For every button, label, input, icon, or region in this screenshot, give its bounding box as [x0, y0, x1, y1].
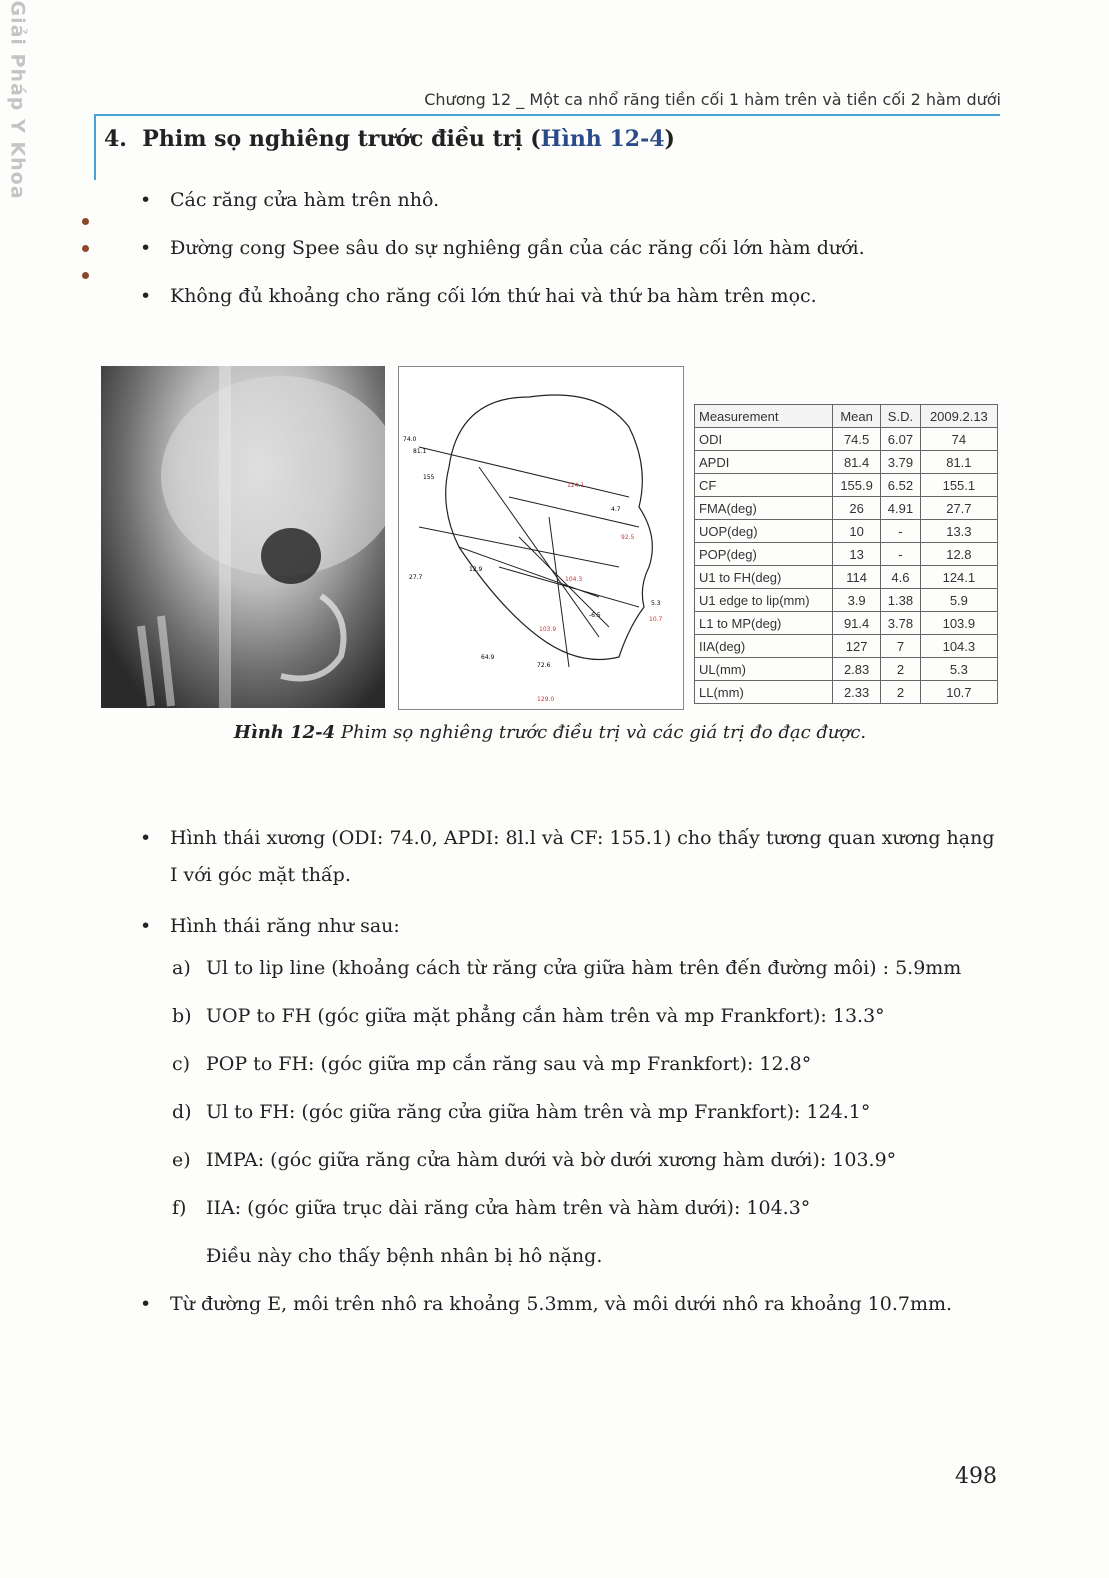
col-header: 2009.2.13 — [920, 405, 997, 428]
col-header: S.D. — [881, 405, 921, 428]
chapter-header: Chương 12 _ Một ca nhổ răng tiền cối 1 hàm trên và tiền cối 2 hàm dưới — [424, 90, 1001, 109]
tracing-label: 10.7 — [649, 616, 663, 623]
col-header: Mean — [833, 405, 881, 428]
tracing-label: 72.6 — [537, 662, 551, 669]
table-cell: 26 — [833, 497, 881, 520]
table-cell: LL(mm) — [695, 681, 833, 704]
table-row — [695, 474, 998, 497]
table-cell: U1 to FH(deg) — [695, 566, 833, 589]
sublist-item: a) Ul to lip line (khoảng cách từ răng cửa giữa hàm trên đến đường môi) : 5.9mm — [172, 957, 962, 979]
measurement-table — [694, 404, 998, 704]
list-item: • Các răng cửa hàm trên nhô. — [140, 186, 865, 214]
table-cell: - — [881, 520, 921, 543]
col-header: Measurement — [695, 405, 833, 428]
table-cell: 10 — [833, 520, 881, 543]
sublist-item: c) POP to FH: (góc giữa mp cắn răng sau và mp Frankfort): 12.8° — [172, 1053, 812, 1075]
table-row — [695, 566, 998, 589]
table-row — [695, 589, 998, 612]
table-cell: 12.8 — [920, 543, 997, 566]
table-cell: 3.9 — [833, 589, 881, 612]
table-cell: 124.1 — [920, 566, 997, 589]
table-cell: 1.38 — [881, 589, 921, 612]
table-cell: 2 — [881, 681, 921, 704]
table-row — [695, 497, 998, 520]
table-cell: 114 — [833, 566, 881, 589]
table-row — [695, 681, 998, 704]
table-cell: 10.7 — [920, 681, 997, 704]
table-header-row — [695, 405, 998, 428]
bottom-bullet-list — [140, 1290, 952, 1318]
page-number: 498 — [955, 1464, 997, 1489]
table-cell: 81.4 — [833, 451, 881, 474]
table-cell: APDI — [695, 451, 833, 474]
table-cell: 74.5 — [833, 428, 881, 451]
table-cell: FMA(deg) — [695, 497, 833, 520]
tracing-label: 12.9 — [469, 566, 483, 573]
table-cell: UL(mm) — [695, 658, 833, 681]
table-cell: UOP(deg) — [695, 520, 833, 543]
top-bullet-list — [140, 186, 865, 330]
table-cell: 6.07 — [881, 428, 921, 451]
table-cell: 13 — [833, 543, 881, 566]
table-cell: U1 edge to lip(mm) — [695, 589, 833, 612]
table-cell: 3.79 — [881, 451, 921, 474]
table-cell: POP(deg) — [695, 543, 833, 566]
list-item: • Không đủ khoảng cho răng cối lớn thứ hai và thứ ba hàm trên mọc. — [140, 282, 865, 310]
table-row — [695, 635, 998, 658]
tracing-label: 129.0 — [537, 696, 555, 703]
cephalometric-xray-image — [101, 366, 385, 708]
table-cell: 104.3 — [920, 635, 997, 658]
table-cell: 5.9 — [920, 589, 997, 612]
table-cell: 103.9 — [920, 612, 997, 635]
table-cell: 155.9 — [833, 474, 881, 497]
cephalometric-tracing-diagram — [398, 366, 684, 710]
tracing-label: 81.1 — [413, 448, 427, 455]
table-row — [695, 520, 998, 543]
tracing-label: 5.3 — [651, 600, 661, 607]
sublist-item: f) IIA: (góc giữa trục dài răng cửa hàm trên và hàm dưới): 104.3° — [172, 1197, 811, 1219]
measurement-sublist — [172, 950, 961, 1286]
table-cell: 2.83 — [833, 658, 881, 681]
sublist-item: d) Ul to FH: (góc giữa răng cửa giữa hàm trên và mp Frankfort): 124.1° — [172, 1101, 871, 1123]
tracing-label: 124.1 — [567, 482, 585, 489]
side-watermark: Giải Pháp Y Khoa — [7, 0, 30, 200]
tracing-label: 74.0 — [403, 436, 417, 443]
tracing-label: 103.9 — [539, 626, 557, 633]
table-cell: 4.91 — [881, 497, 921, 520]
table-cell: L1 to MP(deg) — [695, 612, 833, 635]
section-title: 4. Phim sọ nghiêng trước điều trị (Hình 12-4) — [104, 126, 675, 152]
table-cell: 5.3 — [920, 658, 997, 681]
sublist-item: b) UOP to FH (góc giữa mặt phẳng cắn hàm trên và mp Frankfort): 13.3° — [172, 1005, 885, 1027]
sublist-conclusion: Điều này cho thấy bệnh nhân bị hô nặng. — [206, 1245, 603, 1267]
table-row — [695, 612, 998, 635]
sublist-item: e) IMPA: (góc giữa răng cửa hàm dưới và bờ dưới xương hàm dưới): 103.9° — [172, 1149, 897, 1171]
list-item: • Từ đường E, môi trên nhô ra khoảng 5.3mm, và môi dưới nhô ra khoảng 10.7mm. — [140, 1290, 952, 1318]
figure-caption: Hình 12-4 Phim sọ nghiêng trước điều trị và các giá trị đo đạc được. — [233, 722, 867, 743]
header-rule-vertical — [94, 114, 96, 180]
table-cell: IIA(deg) — [695, 635, 833, 658]
tracing-label: 104.3 — [565, 576, 583, 583]
middle-bullet-list — [140, 820, 1000, 959]
table-cell: 2 — [881, 658, 921, 681]
table-row — [695, 658, 998, 681]
table-cell: 4.6 — [881, 566, 921, 589]
table-cell: 13.3 — [920, 520, 997, 543]
table-cell: ODI — [695, 428, 833, 451]
table-cell: - — [881, 543, 921, 566]
list-item: • Hình thái răng như sau: — [140, 908, 1000, 945]
tracing-label: 27.7 — [409, 574, 423, 581]
table-cell: 127 — [833, 635, 881, 658]
table-cell: 81.1 — [920, 451, 997, 474]
table-cell: 74 — [920, 428, 997, 451]
header-rule — [96, 114, 1000, 116]
table-row — [695, 543, 998, 566]
list-item: • Hình thái xương (ODI: 74.0, APDI: 8l.l và CF: 155.1) cho thấy tương quan xương hạng I với góc mặt thấp. — [140, 820, 1000, 894]
table-row — [695, 428, 998, 451]
list-item: • Đường cong Spee sâu do sự nghiêng gần của các răng cối lớn hàm dưới. — [140, 234, 865, 262]
table-cell: CF — [695, 474, 833, 497]
table-row — [695, 451, 998, 474]
table-cell: 155.1 — [920, 474, 997, 497]
table-cell: 2.33 — [833, 681, 881, 704]
table-cell: 6.52 — [881, 474, 921, 497]
table-cell: 3.78 — [881, 612, 921, 635]
table-cell: 91.4 — [833, 612, 881, 635]
tracing-label: 92.5 — [621, 534, 635, 541]
tracing-label: 64.9 — [481, 654, 495, 661]
table-cell: 7 — [881, 635, 921, 658]
tracing-label: 4.7 — [611, 506, 621, 513]
tracing-label: -6.5 — [589, 612, 601, 619]
margin-dots — [82, 218, 89, 299]
figure-reference-link[interactable]: Hình 12-4 — [540, 126, 665, 152]
tracing-label: 155 — [423, 474, 435, 481]
table-cell: 27.7 — [920, 497, 997, 520]
